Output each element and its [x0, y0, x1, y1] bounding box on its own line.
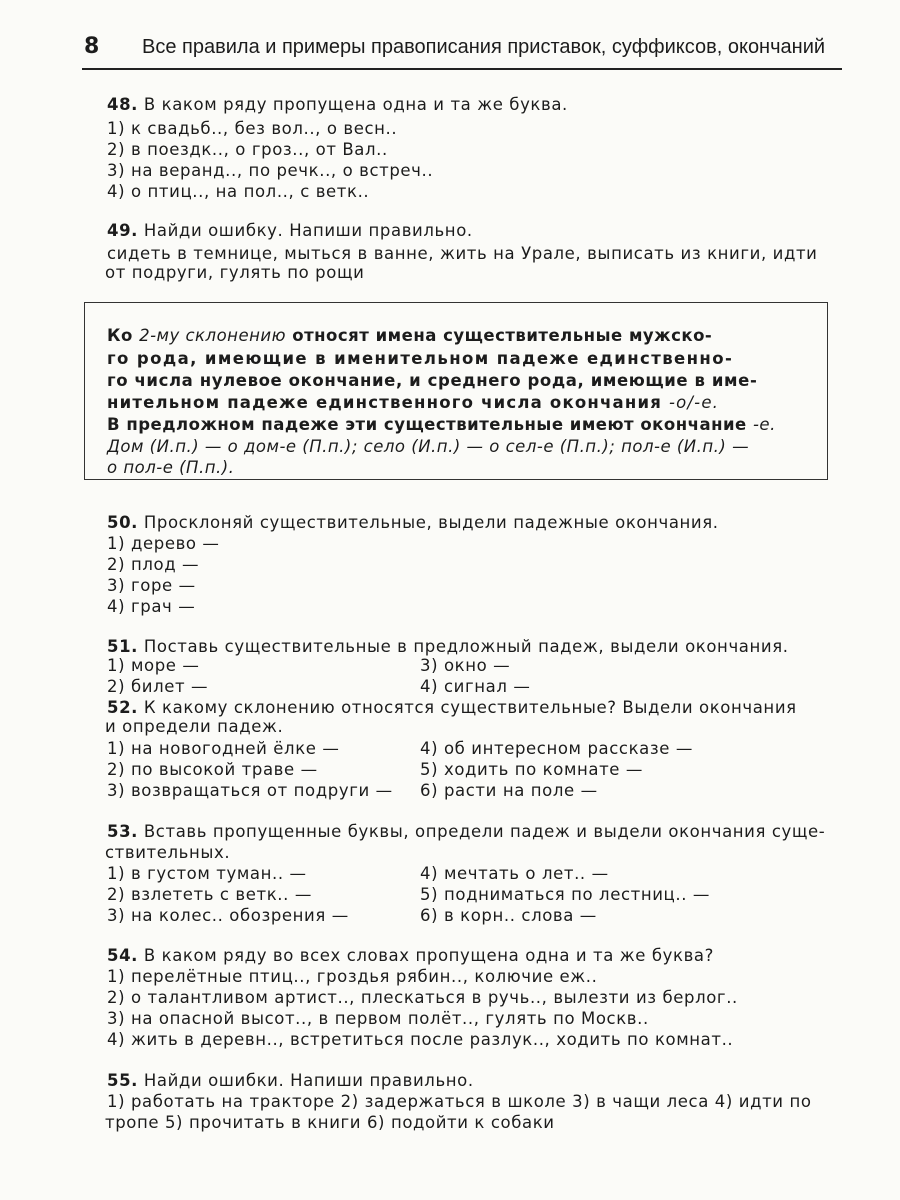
list-item: 1) на новогодней ёлке —	[107, 739, 340, 758]
exercise-number: 55.	[107, 1071, 139, 1090]
exercise-number: 49.	[107, 221, 139, 240]
rule-text: относят имена существительные мужско-	[286, 326, 713, 345]
exercise-number: 51.	[107, 637, 139, 656]
exercise-prompt: В каком ряду пропущена одна и та же буква.	[143, 95, 568, 114]
rule-text: В предложном падеже эти существительные имеют окончание	[107, 415, 753, 434]
list-item: 3) на опасной высот.., в первом полёт.., гулять по Москв..	[107, 1009, 649, 1028]
rule-line: го числа нулевое окончание, и среднего рода, имеющие в име-	[107, 371, 758, 390]
list-item: 1) в густом туман.. —	[107, 864, 307, 883]
running-title: Все правила и примеры правописания приставок, суффиксов, окончаний	[142, 36, 826, 58]
exercise-number: 54.	[107, 946, 139, 965]
list-item: 4) жить в деревн.., встретиться после разлук.., ходить по комнат..	[107, 1030, 734, 1049]
rule-line	[107, 414, 776, 435]
exercise-51-prompt	[107, 636, 789, 657]
exercise-number: 53.	[107, 822, 139, 841]
exercise-55-prompt	[107, 1070, 474, 1091]
list-item: 2) плод —	[107, 555, 200, 574]
exercise-prompt: и определи падеж.	[105, 717, 284, 736]
exercise-prompt: Найди ошибку. Напиши правильно.	[143, 221, 473, 240]
rule-term: 2-му склонению	[139, 326, 287, 345]
exercise-prompt: К какому склонению относятся существительные? Выдели окончания	[143, 698, 797, 717]
list-item: 3) на веранд.., по речк.., о встреч..	[107, 161, 434, 180]
list-item: 6) расти на поле —	[420, 781, 598, 800]
list-item: 2) взлететь с ветк.. —	[107, 885, 312, 904]
exercise-54-prompt	[107, 945, 714, 966]
list-item: 2) о талантливом артист.., плескаться в ручь.., вылезти из берлог..	[107, 988, 738, 1007]
rule-ending: -о/-е.	[668, 393, 720, 412]
page-number: 8	[84, 34, 100, 59]
list-item: 3) горе —	[107, 576, 196, 595]
rule-text: нительном падеже единственного числа окончания	[107, 393, 669, 412]
list-item: 1) перелётные птиц.., гроздья рябин.., колючие еж..	[107, 967, 598, 986]
exercise-text: от подруги, гулять по рощи	[105, 263, 365, 282]
exercise-prompt: Вставь пропущенные буквы, определи падеж и выдели окончания суще-	[143, 822, 826, 841]
list-item: 2) в поездк.., о гроз.., от Вал..	[107, 140, 388, 159]
list-item: 2) билет —	[107, 677, 209, 696]
rule-line	[107, 325, 712, 346]
exercise-50-prompt	[107, 512, 719, 533]
rule-example: Дом (И.п.) — о дом-е (П.п.); село (И.п.) — о сел-е (П.п.); пол-е (И.п.) —	[107, 437, 750, 456]
exercise-53-prompt	[107, 821, 825, 842]
list-item: 5) ходить по комнате —	[420, 760, 643, 779]
list-item: 1) море —	[107, 656, 200, 675]
list-item: 4) мечтать о лет.. —	[420, 864, 609, 883]
rule-example: о пол-е (П.п.).	[107, 458, 235, 477]
exercise-prompt: Просклоняй существительные, выдели падежные окончания.	[143, 513, 719, 532]
exercise-prompt: В каком ряду во всех словах пропущена одна и та же буква?	[143, 946, 714, 965]
exercise-prompt: Поставь существительные в предложный падеж, выдели окончания.	[143, 637, 789, 656]
exercise-text: 1) работать на тракторе 2) задержаться в школе 3) в чащи леса 4) идти по	[107, 1092, 812, 1111]
exercise-49-prompt	[107, 220, 473, 241]
list-item: 5) подниматься по лестниц.. —	[420, 885, 711, 904]
list-item: 4) о птиц.., на пол.., с ветк..	[107, 182, 370, 201]
list-item: 4) об интересном рассказе —	[420, 739, 693, 758]
exercise-text: сидеть в темнице, мыться в ванне, жить на Урале, выписать из книги, идти	[107, 244, 818, 263]
list-item: 1) дерево —	[107, 534, 220, 553]
exercise-number: 52.	[107, 698, 139, 717]
list-item: 4) сигнал —	[420, 677, 531, 696]
exercise-prompt: ствительных.	[105, 843, 231, 862]
page-header	[82, 32, 842, 70]
exercise-prompt: Найди ошибки. Напиши правильно.	[143, 1071, 474, 1090]
list-item: 3) окно —	[420, 656, 511, 675]
rule-line	[107, 392, 719, 413]
list-item: 3) на колес.. обозрения —	[107, 906, 349, 925]
list-item: 2) по высокой траве —	[107, 760, 318, 779]
exercise-number: 50.	[107, 513, 139, 532]
list-item: 1) к свадьб.., без вол.., о весн..	[107, 119, 398, 138]
rule-box	[84, 302, 828, 480]
rule-ending: -е.	[752, 415, 776, 434]
list-item: 6) в корн.. слова —	[420, 906, 597, 925]
rule-line: го рода, имеющие в именительном падеже единственно-	[107, 349, 734, 368]
rule-text: Ко	[107, 326, 140, 345]
exercise-48-prompt	[107, 94, 568, 115]
list-item: 4) грач —	[107, 597, 196, 616]
exercise-52-prompt	[107, 697, 797, 718]
list-item: 3) возвращаться от подруги —	[107, 781, 393, 800]
exercise-text: тропе 5) прочитать в книги 6) подойти к собаки	[105, 1113, 555, 1132]
exercise-number: 48.	[107, 95, 139, 114]
